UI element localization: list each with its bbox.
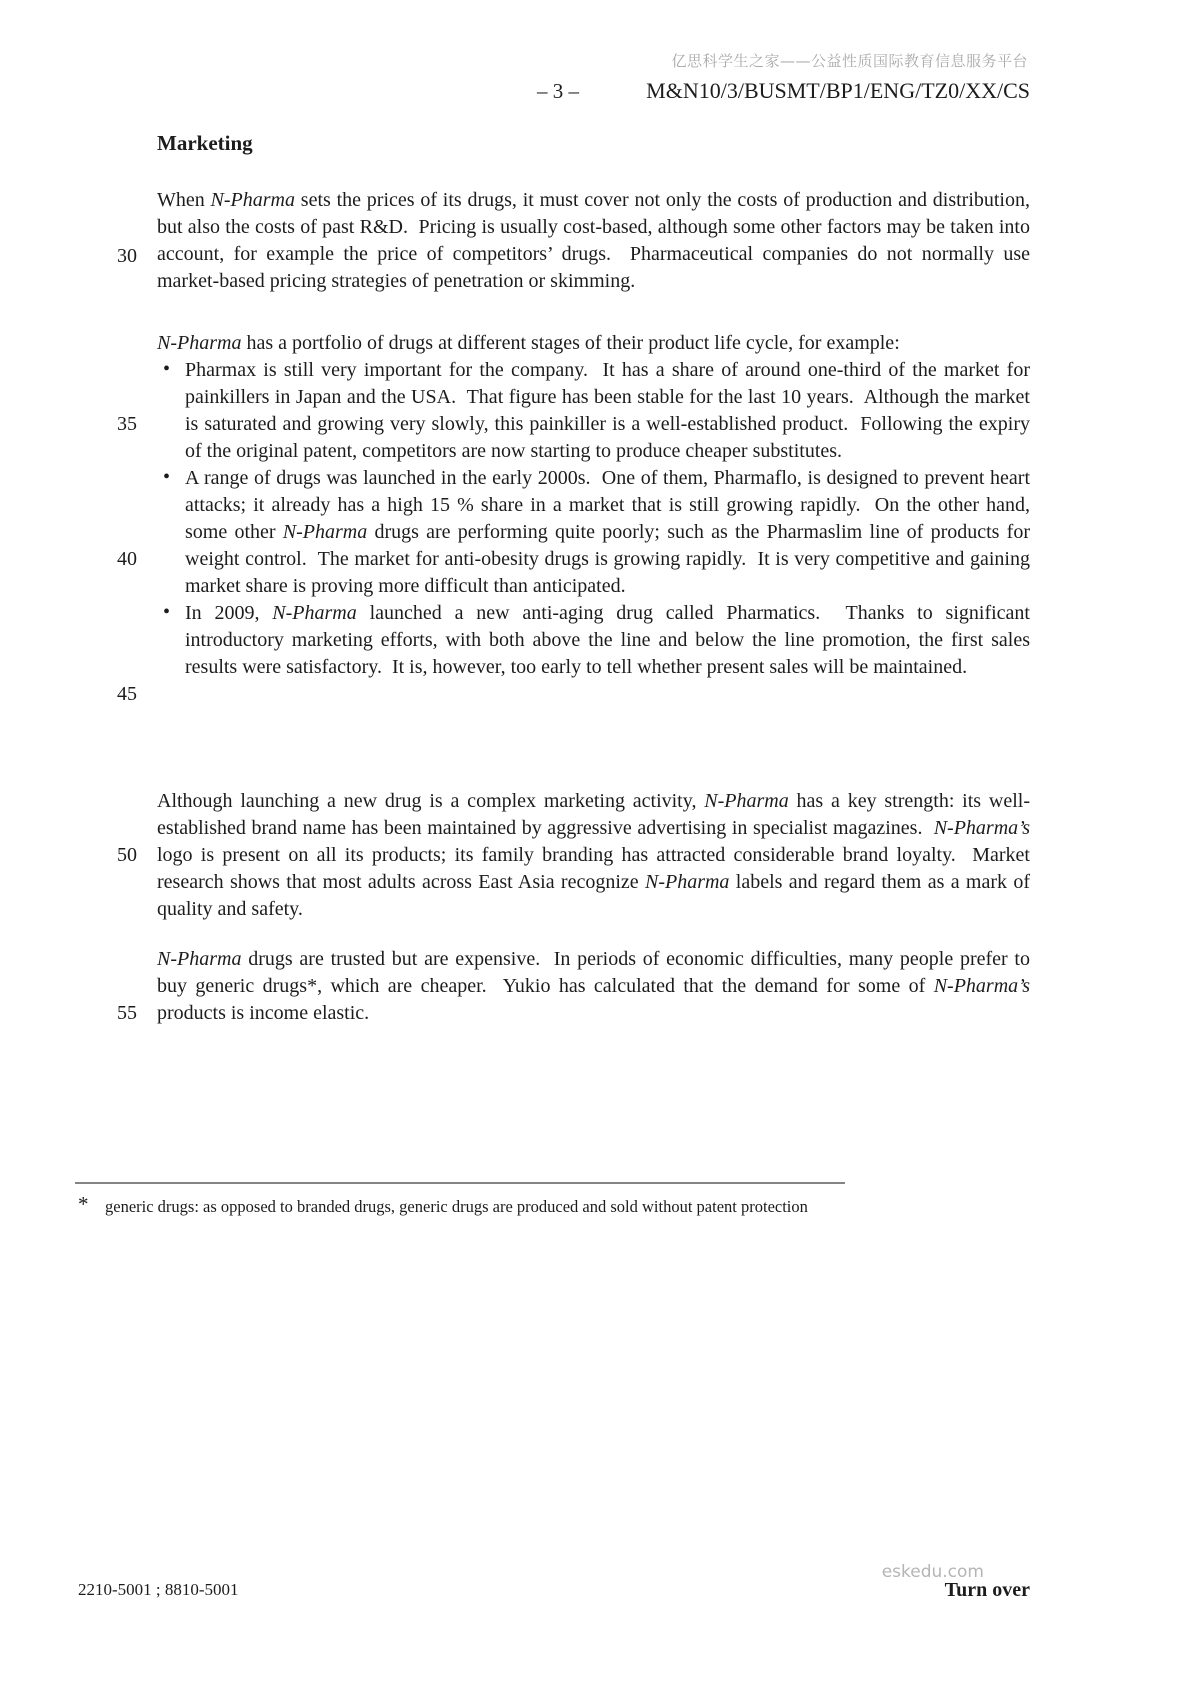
- footer-watermark: eskedu.com: [881, 1562, 984, 1582]
- header-watermark-cn: 亿思科学生之家——公益性质国际教育信息服务平台: [671, 52, 1028, 70]
- portfolio-section: [157, 330, 1030, 681]
- document-code: 2210-5001 ; 8810-5001: [78, 1580, 239, 1599]
- footnote-divider: [75, 1182, 845, 1184]
- page-number: – 3 –: [537, 79, 579, 103]
- line-number: 45: [117, 683, 137, 705]
- bullet-text-pharmatics: In 2009, N-Pharma launched a new anti-aging drug called Pharmatics. Thanks to significant introductory marketing efforts, with both above the line and below the line promotion, the first sales results were satisfactory. It is, however, too early to tell whether present sales will be maintained.: [185, 602, 1030, 678]
- paragraph-demand: N-Pharma drugs are trusted but are expensive. In periods of economic difficulties, many people prefer to buy generic drugs*, which are cheaper. Yukio has calculated that the demand for some of N-Pharma’s products is income elastic.: [157, 948, 1030, 1024]
- bullet-text-pharmax: Pharmax is still very important for the company. It has a share of around one-third of the market for painkillers in Japan and the USA. That figure has been stable for the last 10 years. Although the market is saturated and growing very slowly, this painkiller is a well-established product. Following the expiry of the original patent, competitors are now starting to produce cheaper substitutes.: [185, 359, 1030, 462]
- bullet-icon: •: [163, 466, 171, 488]
- bullet-item-pharmaflo: [157, 465, 1030, 600]
- line-number: 35: [117, 413, 137, 435]
- footnote-text: generic drugs: as opposed to branded drugs, generic drugs are produced and sold without patent protection: [105, 1197, 808, 1216]
- bullet-item-pharmatics: [157, 600, 1030, 681]
- footnote-marker: *: [78, 1192, 89, 1216]
- line-number: 50: [117, 844, 137, 866]
- turn-over-label: Turn over: [944, 1579, 1030, 1601]
- paragraph-pricing: When N-Pharma sets the prices of its drugs, it must cover not only the costs of production and distribution, but also the costs of past R&D. Pricing is usually cost-based, although some other factors may be taken into account, for example the price of competitors’ drugs. Pharmaceutical companies do not normally use market-based pricing strategies of penetration or skimming.: [157, 189, 1030, 292]
- section-heading: Marketing: [157, 131, 253, 155]
- paper-code: M&N10/3/BUSMT/BP1/ENG/TZ0/XX/CS: [646, 78, 1030, 103]
- line-number: 55: [117, 1002, 137, 1024]
- bullet-icon: •: [163, 601, 171, 623]
- line-number: 40: [117, 548, 137, 570]
- bullet-icon: •: [163, 358, 171, 380]
- paragraph-portfolio-lead: N-Pharma has a portfolio of drugs at different stages of their product life cycle, for example:: [157, 332, 900, 354]
- paragraph-branding: Although launching a new drug is a complex marketing activity, N-Pharma has a key strength: its well-established brand name has been maintained by aggressive advertising in specialist magazines. N-Pharma’s logo is present on all its products; its family branding has attracted considerable brand loyalty. Market research shows that most adults across East Asia recognize N-Pharma labels and regard them as a mark of quality and safety.: [157, 790, 1030, 920]
- bullet-item-pharmax: [157, 357, 1030, 465]
- line-number: 30: [117, 245, 137, 267]
- bullet-text-pharmaflo: A range of drugs was launched in the early 2000s. One of them, Pharmaflo, is designed to prevent heart attacks; it already has a high 15 % share in a market that is still growing rapidly. On the other hand, some other N-Pharma drugs are performing quite poorly; such as the Pharmaslim line of products for weight control. The market for anti-obesity drugs is growing rapidly. It is very competitive and gaining market share is proving more difficult than anticipated.: [185, 467, 1030, 597]
